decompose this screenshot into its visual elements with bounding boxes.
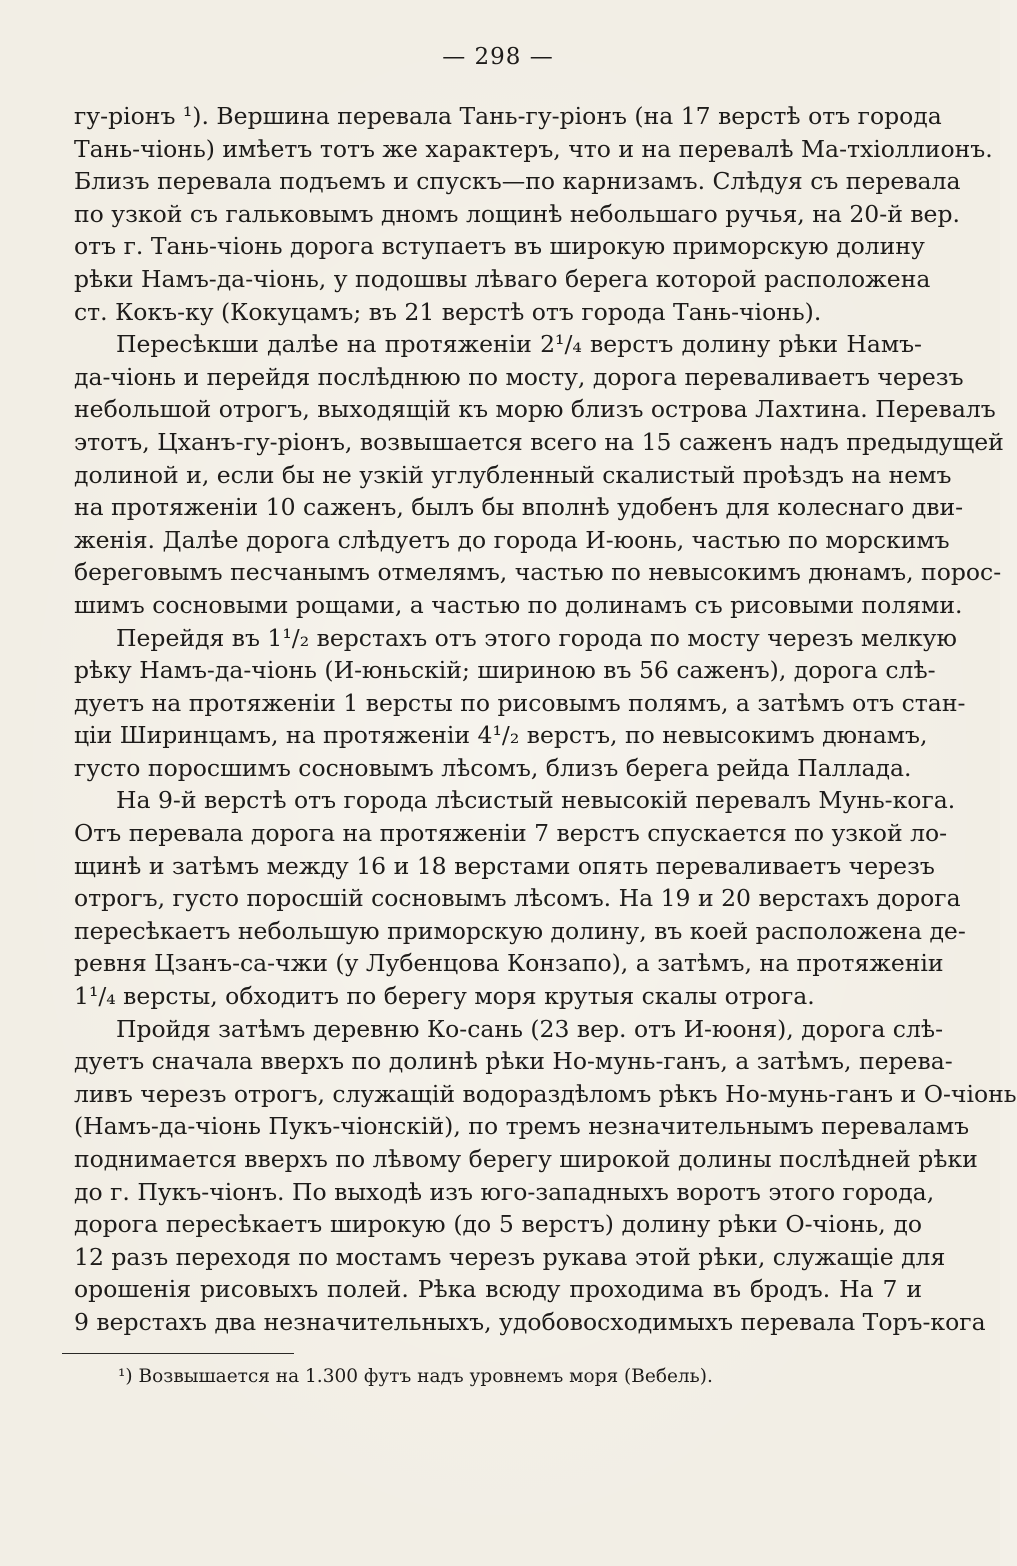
text-line: ревня Цзанъ-са-чжи (у Лубенцова Конзапо), а затѣмъ, на протяженіи — [74, 949, 944, 978]
text-line: поднимается вверхъ по лѣвому берегу широкой долины послѣдней рѣки — [74, 1145, 978, 1173]
text-line: отъ г. Тань-чіонь дорога вступаетъ въ широкую приморскую долину — [74, 232, 925, 261]
text-line: да-чіонь и перейдя послѣднюю по мосту, дорога переваливаетъ черезъ — [74, 362, 964, 391]
text-line: на протяженіи 10 саженъ, былъ бы вполнѣ удобенъ для колеснаго дви- — [74, 493, 964, 522]
text-line: небольшой отрогъ, выходящій къ морю близъ острова Лахтина. Перевалъ — [74, 395, 996, 424]
text-line: гу-ріонъ ¹). Вершина перевала Тань-гу-ріонъ (на 17 верстѣ отъ города — [74, 102, 942, 130]
text-line: дорога пересѣкаетъ широкую (до 5 верстъ) долину рѣки О-чіонь, до — [74, 1210, 922, 1239]
text-line: рѣку Намъ-да-чіонь (И-юньскій; шириною въ 56 саженъ), дорога слѣ- — [74, 656, 936, 685]
text-line: пересѣкаетъ небольшую приморскую долину, въ коей расположена де- — [74, 916, 966, 945]
text-line: щинѣ и затѣмъ между 16 и 18 верстами опять переваливаетъ черезъ — [74, 851, 935, 880]
text-line: (Намъ-да-чіонь Пукъ-чіонскій), по тремъ незначительнымъ переваламъ — [74, 1112, 970, 1141]
text-line: ливъ черезъ отрогъ, служащій водораздѣломъ рѣкъ Но-мунь-ганъ и О-чіонь — [74, 1079, 1017, 1108]
text-line: шимъ сосновыми рощами, а частью по долинамъ съ рисовыми полями. — [74, 590, 963, 619]
text-line: ціи Ширинцамъ, на протяженіи 4¹/₂ верстъ, по невысокимъ дюнамъ, — [74, 721, 928, 750]
text-line: густо поросшимъ сосновымъ лѣсомъ, близъ берега рейда Паллада. — [74, 753, 912, 782]
body-text — [74, 100, 1017, 1339]
text-line: Пройдя затѣмъ деревню Ко-сань (23 вер. отъ И-юоня), дорога слѣ- — [116, 1014, 944, 1043]
footnote-divider — [62, 1353, 294, 1354]
page-number: — 298 — — [442, 44, 554, 70]
text-line: 1¹/₄ версты, обходитъ по берегу моря крутыя скалы отрога. — [74, 982, 815, 1011]
text-line: дуетъ на протяженіи 1 версты по рисовымъ полямъ, а затѣмъ отъ стан- — [74, 688, 966, 717]
text-line: ст. Кокъ-ку (Кокуцамъ; въ 21 верстѣ отъ города Тань-чіонь). — [74, 297, 822, 326]
text-line: береговымъ песчанымъ отмелямъ, частью по невысокимъ дюнамъ, порос- — [74, 558, 1002, 587]
text-line: по узкой съ гальковымъ дномъ лощинѣ небольшаго ручья, на 20-й вер. — [74, 199, 960, 228]
text-line: отрогъ, густо поросшій сосновымъ лѣсомъ. На 19 и 20 верстахъ дорога — [74, 884, 961, 913]
text-line: Пересѣкши далѣе на протяженіи 2¹/₄ верстъ долину рѣки Намъ- — [116, 330, 922, 359]
text-line: женія. Далѣе дорога слѣдуетъ до города И-юонь, частью по морскимъ — [74, 525, 950, 554]
text-line: этотъ, Цханъ-гу-ріонъ, возвышается всего на 15 саженъ надъ предыдущей — [74, 427, 1004, 456]
text-line: орошенія рисовыхъ полей. Рѣка всюду проходима въ бродъ. На 7 и — [74, 1275, 922, 1304]
text-line: На 9-й верстѣ отъ города лѣсистый невысокій перевалъ Мунь-кога. — [116, 786, 956, 815]
text-line: 12 разъ переходя по мостамъ черезъ рукава этой рѣки, служащіе для — [74, 1242, 946, 1271]
text-line: Близъ перевала подъемъ и спускъ—по карнизамъ. Слѣдуя съ перевала — [74, 167, 961, 196]
paragraph — [74, 100, 993, 328]
text-line: 9 верстахъ два незначительныхъ, удобовосходимыхъ перевала Торъ-кога — [74, 1307, 986, 1336]
paragraph — [74, 328, 1004, 621]
paragraph — [74, 784, 966, 1012]
text-line: Тань-чіонь) имѣетъ тотъ же характеръ, что и на перевалѣ Ма-тхіоллионъ. — [74, 134, 993, 163]
text-line: до г. Пукъ-чіонъ. По выходѣ изъ юго-западныхъ воротъ этого города, — [74, 1177, 935, 1206]
text-line: Отъ перевала дорога на протяженіи 7 верстъ спускается по узкой ло- — [74, 819, 948, 848]
paragraph — [74, 1013, 1017, 1339]
text-line: дуетъ сначала вверхъ по долинѣ рѣки Но-мунь-ганъ, а затѣмъ, перева- — [74, 1047, 953, 1076]
text-line: рѣки Намъ-да-чіонь, у подошвы лѣваго берега которой расположена — [74, 264, 931, 293]
footnote: ¹) Возвышается на 1.300 футъ надъ уровнемъ моря (Вебель). — [118, 1365, 713, 1387]
text-line: Перейдя въ 1¹/₂ верстахъ отъ этого города по мосту черезъ мелкую — [116, 623, 957, 652]
text-line: долиной и, если бы не узкій углубленный скалистый проѣздъ на немъ — [74, 460, 952, 489]
paragraph — [74, 622, 966, 785]
